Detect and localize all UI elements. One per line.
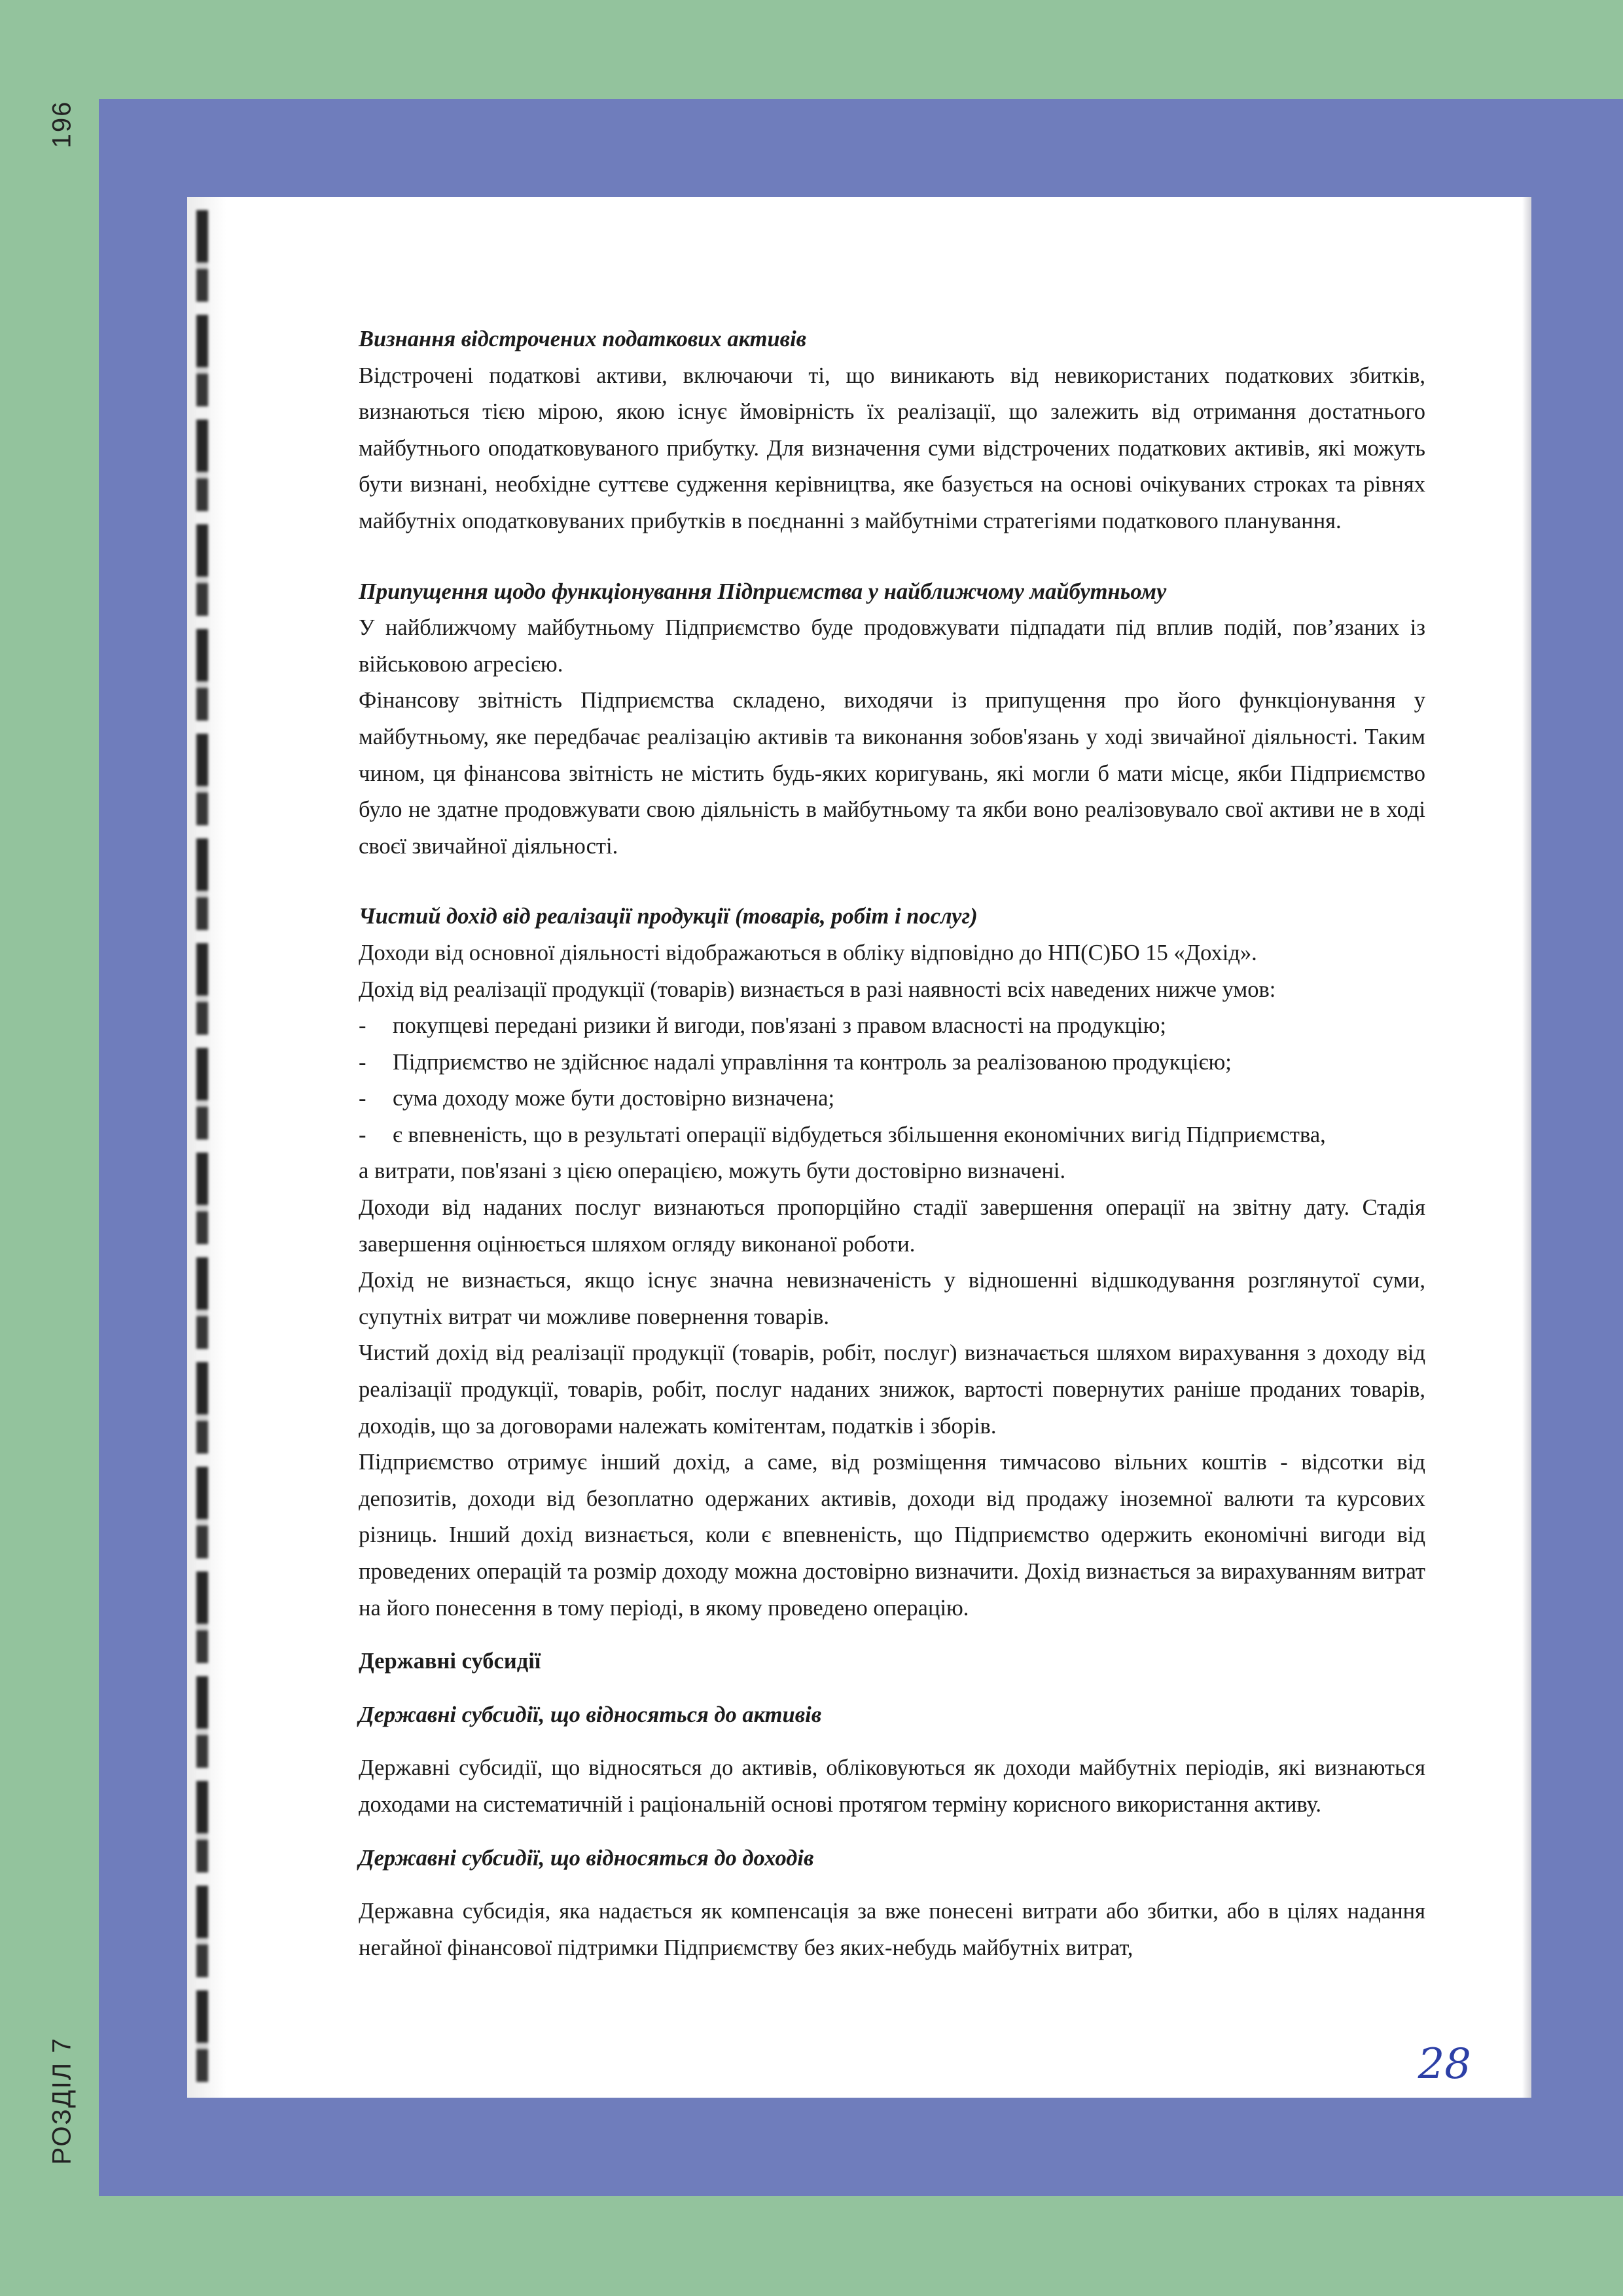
binding-holes — [196, 210, 208, 2082]
body-paragraph: Державна субсидія, яка надається як компенсація за вже понесені витрати або збитки, або в цілях надання негайної фінансової підтримки Підприємству без яких-небудь майбутніх витрат, — [359, 1899, 1425, 1960]
list-item — [359, 1081, 1425, 1117]
document-body — [359, 321, 1425, 1966]
list-marker: - — [359, 1122, 366, 1147]
section-label: РОЗДІЛ 7 — [47, 2037, 77, 2165]
list-marker: - — [359, 1013, 366, 1039]
spacer — [359, 1876, 1425, 1893]
page-number: 196 — [47, 100, 77, 149]
scanned-sheet — [187, 197, 1531, 2098]
body-paragraph: а витрати, пов'язані з цією операцією, можуть бути достовірно визначені. — [359, 1158, 1066, 1184]
body-paragraph: Доходи від основної діяльності відображаються в обліку відповідно до НП(С)БО 15 «Дохід». — [359, 940, 1257, 965]
body-paragraph: Дохід від реалізації продукції (товарів) визнається в разі наявності всіх наведених нижче умов: — [359, 977, 1276, 1002]
sheet-edge — [1522, 197, 1531, 2098]
spacer — [359, 1626, 1425, 1643]
list-item-text: покупцеві передані ризики й вигоди, пов'язані з правом власності на продукцію; — [393, 1013, 1166, 1039]
body-paragraph: У найближчому майбутньому Підприємство буде продовжувати підпадати під вплив подій, пов’язаних із військовою агресією. — [359, 615, 1425, 677]
section-heading: Припущення щодо функціонування Підприємства у найближчому майбутньому — [359, 579, 1167, 604]
body-paragraph: Доходи від наданих послуг визнаються пропорційно стадії завершення операції на звітну дату. Стадія завершення оцінюється шляхом огляду виконаної роботи. — [359, 1195, 1425, 1257]
list-marker: - — [359, 1086, 366, 1111]
list-marker: - — [359, 1049, 366, 1075]
handwritten-sheet-number: 28 — [1418, 2040, 1471, 2089]
section-heading: Державні субсидії, що відносяться до активів — [359, 1702, 822, 1727]
spacer — [359, 865, 1425, 899]
section-heading: Державні субсидії, що відносяться до доходів — [359, 1845, 814, 1871]
body-paragraph: Державні субсидії, що відносяться до активів, обліковуються як доходи майбутніх періодів, які визнаються доходами на систематичній і раціональній основі протягом терміну корисного використання активу. — [359, 1755, 1425, 1817]
spacer — [359, 540, 1425, 574]
list-item — [359, 1008, 1425, 1045]
list-item-text: Підприємство не здійснює надалі управління та контроль за реалізованою продукцією; — [393, 1049, 1232, 1075]
condition-list — [359, 1008, 1425, 1153]
list-item — [359, 1117, 1425, 1154]
body-paragraph: Підприємство отримує інший дохід, а саме, від розміщення тимчасово вільних коштів - відсотки від депозитів, доходи від безоплатно одержаних активів, доходи від продажу іноземної валюти та курсових різниць. Інший дохід визнається, коли є впевненість, що Підприємство одержить економічні вигоди від проведених операцій та розмір доходу можна достовірно визначити. Дохід визнається за вирахуванням витрат на його понесення в тому періоді, в якому проведено операцію. — [359, 1450, 1425, 1621]
body-paragraph: Чистий дохід від реалізації продукції (товарів, робіт, послуг) визначається шляхом вирахування з доходу від реалізації продукції, товарів, робіт, послуг наданих знижок, вартості повернутих раніше проданих товарів, доходів, що за договорами належать комітентам, податків і зборів. — [359, 1340, 1425, 1439]
spacer — [359, 1733, 1425, 1750]
list-item-text: сума доходу може бути достовірно визначена; — [393, 1086, 835, 1111]
body-paragraph: Відстрочені податкові активи, включаючи ті, що виникають від невикористаних податкових збитків, визнаються тією мірою, якою існує ймовірність їх реалізації, що залежить від отримання достатнього майбутнього оподатковуваного прибутку. Для визначення суми відстрочених податкових активів, які можуть бути визнані, необхідне суттєве судження керівництва, яке базується на основі очікуваних строках та рівнях майбутніх оподатковуваних прибутків в поєднанні з майбутніми стратегіями податкового планування. — [359, 363, 1425, 533]
section-heading: Визнання відстрочених податкових активів — [359, 327, 807, 351]
spacer — [359, 1680, 1425, 1697]
body-paragraph: Дохід не визнається, якщо існує значна невизначеність у відношенні відшкодування розглянутої суми, супутніх витрат чи можливе повернення товарів. — [359, 1268, 1425, 1329]
list-item-text: є впевненість, що в результаті операції відбудеться збільшення економічних вигід Підприємства, — [393, 1122, 1326, 1147]
body-paragraph: Фінансову звітність Підприємства складено, виходячи із припущення про його функціонування у майбутньому, яке передбачає реалізацію активів та виконання зобов'язань у ході звичайної діяльності. Таким чином, ця фінансова звітність не містить будь-яких коригувань, які могли б мати місце, якби Підприємство було не здатне продовжувати свою діяльність в майбутньому та якби воно реалізовувало свої активи не в ході своєї звичайної діяльності. — [359, 688, 1425, 859]
list-item — [359, 1045, 1425, 1081]
spacer — [359, 1823, 1425, 1840]
section-heading: Державні субсидії — [359, 1649, 541, 1674]
section-heading: Чистий дохід від реалізації продукції (товарів, робіт і послуг) — [359, 904, 978, 929]
